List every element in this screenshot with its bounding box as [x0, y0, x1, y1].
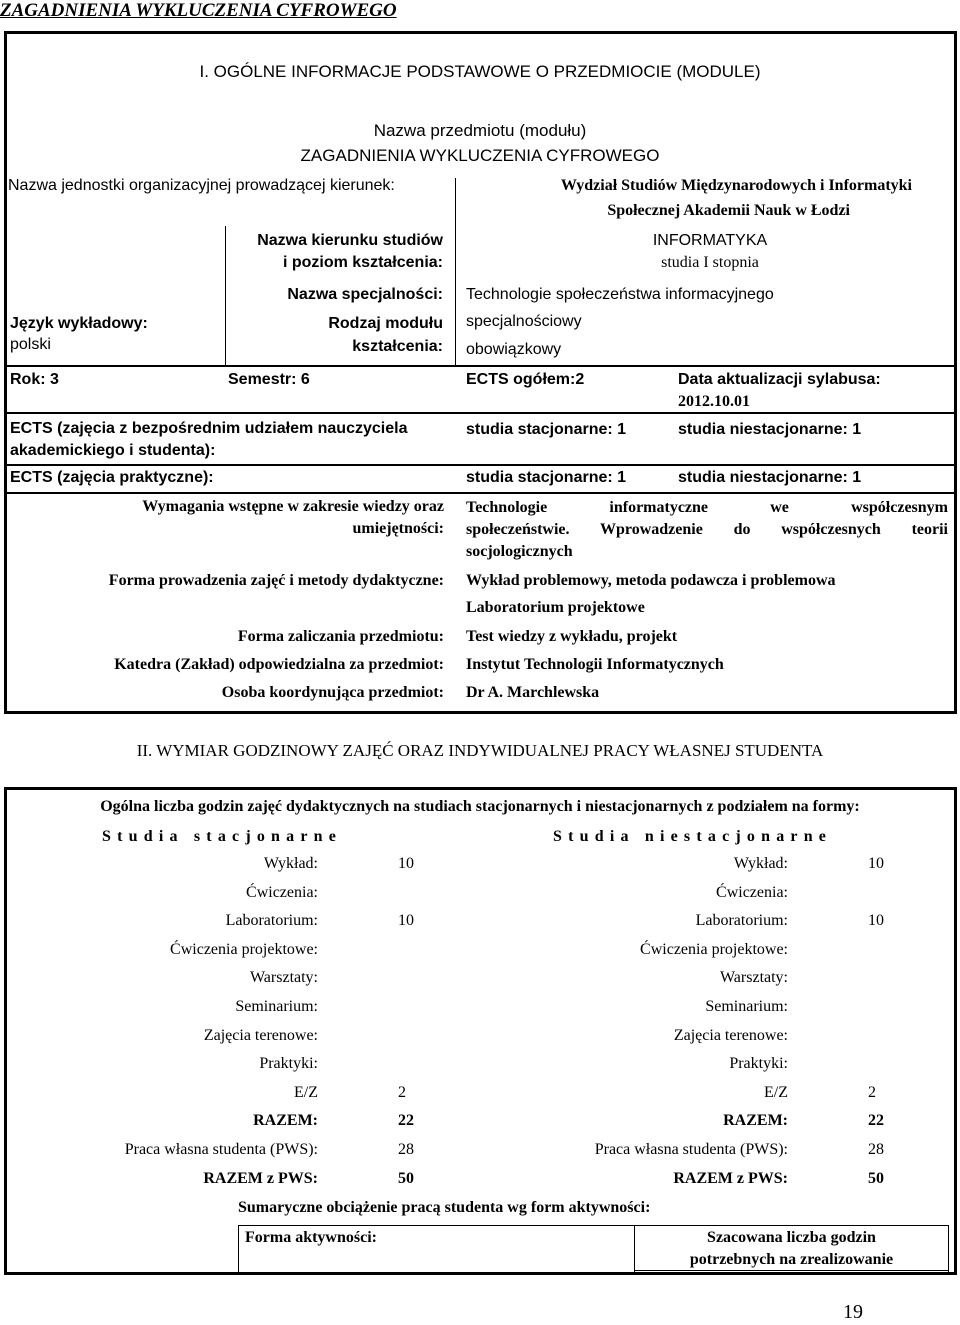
- ects-contact-part: studia niestacjonarne: 1: [678, 421, 862, 438]
- divider: [634, 1270, 949, 1271]
- ects-practical-full: studia stacjonarne: 1: [466, 469, 627, 486]
- hours-row-label-full: RAZEM z PWS:: [203, 1170, 318, 1187]
- hours-row-label-part: RAZEM z PWS:: [673, 1170, 788, 1187]
- document-header-title: ZAGADNIENIA WYKLUCZENIA CYFROWEGO: [0, 0, 397, 21]
- hours-row-value-full: 50: [398, 1170, 414, 1187]
- hours-row-label-full: E/Z: [294, 1084, 318, 1101]
- unit-value-2: Społecznej Akademii Nauk w Łodzi: [607, 202, 850, 219]
- language-label: Język wykładowy:: [10, 315, 148, 332]
- hours-row-label-full: Praktyki:: [259, 1055, 318, 1072]
- divider: [7, 365, 954, 367]
- hours-row-label-part: Wykład:: [733, 855, 788, 872]
- spec-label: Nazwa specjalności:: [287, 286, 443, 303]
- ects-contact-full: studia stacjonarne: 1: [466, 421, 627, 438]
- year: Rok: 3: [10, 371, 59, 388]
- hours-row-label-full: Wykład:: [263, 855, 318, 872]
- prereq-label-2: umiejętności:: [352, 520, 444, 537]
- hours-row-label-part: Zajęcia terenowe:: [673, 1027, 788, 1044]
- subject-name: ZAGADNIENIA WYKLUCZENIA CYFROWEGO: [300, 146, 660, 165]
- hours-row-value-part: 10: [868, 855, 884, 872]
- hours-row-label-part: E/Z: [764, 1084, 788, 1101]
- divider: [455, 226, 456, 365]
- coordinator-label: Osoba koordynująca przedmiot:: [221, 684, 444, 701]
- hours-row-value-full: 2: [398, 1084, 406, 1101]
- hours-row-label-part: Praktyki:: [729, 1055, 788, 1072]
- prereq-label-1: Wymagania wstępne w zakresie wiedzy oraz: [142, 498, 444, 515]
- estimate-label-2: potrzebnych na zrealizowanie: [689, 1251, 894, 1268]
- department-label: Katedra (Zakład) odpowiedzialna za przedmiot:: [114, 656, 444, 673]
- module-value-1: specjalnościowy: [466, 313, 582, 330]
- ects-contact-label-2: akademickiego i studenta):: [10, 442, 216, 459]
- hours-row-label-full: Ćwiczenia:: [246, 884, 318, 901]
- divider: [238, 1225, 949, 1226]
- ects-total: ECTS ogółem:2: [466, 371, 585, 388]
- part-time-header: Studia niestacjonarne: [553, 828, 833, 845]
- hours-row-label-part: Seminarium:: [705, 998, 788, 1015]
- spec-value: Technologie społeczeństwa informacyjnego: [466, 286, 774, 303]
- hours-row-value-full: 22: [398, 1112, 414, 1129]
- hours-intro: Ogólna liczba godzin zajęć dydaktycznych na studiach stacjonarnych i niestacjonarnych z podziałem na formy:: [100, 798, 860, 815]
- hours-row-label-part: Praca własna studenta (PWS):: [594, 1141, 788, 1158]
- unit-value-1: Wydział Studiów Międzynarodowych i Informatyki: [560, 177, 912, 194]
- hours-row-value-part: 28: [868, 1141, 884, 1158]
- form-label: Forma prowadzenia zajęć i metody dydaktyczne:: [108, 572, 444, 589]
- divider: [225, 226, 226, 365]
- divider: [7, 412, 954, 414]
- field-value-1: INFORMATYKA: [652, 232, 768, 249]
- section-1-heading: I. OGÓLNE INFORMACJE PODSTAWOWE O PRZEDMIOCIE (MODULE): [199, 62, 761, 81]
- hours-row-label-full: Laboratorium:: [225, 912, 318, 929]
- divider: [7, 492, 954, 494]
- ects-practical-part: studia niestacjonarne: 1: [678, 469, 862, 486]
- hours-row-label-full: Zajęcia terenowe:: [203, 1027, 318, 1044]
- field-label-1: Nazwa kierunku studiów: [257, 232, 443, 249]
- form-value-1: Wykład problemowy, metoda podawcza i problemowa: [466, 572, 836, 589]
- hours-row-value-full: 28: [398, 1141, 414, 1158]
- full-time-header: Studia stacjonarne: [102, 828, 343, 845]
- prereq-value-1: Technologie informatyczne we współczesnym: [466, 499, 948, 516]
- hours-row-label-full: Ćwiczenia projektowe:: [170, 941, 318, 958]
- section-2-heading: II. WYMIAR GODZINOWY ZAJĘĆ ORAZ INDYWIDUALNEJ PRACY WŁASNEJ STUDENTA: [136, 741, 824, 760]
- page-number: 19: [843, 1301, 863, 1323]
- ects-practical-label: ECTS (zajęcia praktyczne):: [10, 469, 214, 486]
- hours-row-label-part: Warsztaty:: [719, 969, 788, 986]
- module-label-2: kształcenia:: [352, 338, 443, 355]
- hours-row-value-full: 10: [398, 855, 414, 872]
- field-value-2: studia I stopnia: [661, 254, 759, 271]
- semester: Semestr: 6: [228, 371, 310, 388]
- activity-form-label: Forma aktywności:: [245, 1229, 377, 1246]
- ects-contact-label-1: ECTS (zajęcia z bezpośrednim udziałem nauczyciela: [10, 420, 408, 437]
- estimate-label-1: Szacowana liczba godzin: [707, 1229, 876, 1246]
- module-value-2: obowiązkowy: [466, 341, 562, 358]
- hours-row-label-full: RAZEM:: [253, 1112, 318, 1129]
- hours-row-value-full: 10: [398, 912, 414, 929]
- update-label: Data aktualizacji sylabusa:: [678, 371, 881, 388]
- hours-row-label-full: Warsztaty:: [249, 969, 318, 986]
- prereq-value-3: socjologicznych: [466, 543, 573, 560]
- unit-label: Nazwa jednostki organizacyjnej prowadzącej kierunek:: [8, 177, 395, 194]
- hours-row-label-full: Praca własna studenta (PWS):: [124, 1141, 318, 1158]
- update-date: 2012.10.01: [678, 393, 750, 410]
- divider: [7, 464, 954, 466]
- subject-label: Nazwa przedmiotu (modułu): [373, 121, 587, 140]
- divider: [238, 1225, 239, 1272]
- hours-row-value-part: 2: [868, 1084, 876, 1101]
- assessment-value: Test wiedzy z wykładu, projekt: [466, 628, 678, 645]
- form-value-2: Laboratorium projektowe: [466, 599, 645, 616]
- module-label-1: Rodzaj modułu: [328, 315, 443, 332]
- assessment-label: Forma zaliczania przedmiotu:: [237, 628, 444, 645]
- hours-row-label-part: Ćwiczenia:: [716, 884, 788, 901]
- hours-row-value-part: 50: [868, 1170, 884, 1187]
- hours-row-label-full: Seminarium:: [235, 998, 318, 1015]
- language-value: polski: [10, 336, 51, 353]
- divider: [455, 178, 456, 226]
- coordinator-value: Dr A. Marchlewska: [466, 684, 600, 701]
- hours-row-label-part: Laboratorium:: [695, 912, 788, 929]
- hours-row-value-part: 22: [868, 1112, 884, 1129]
- department-value: Instytut Technologii Informatycznych: [466, 656, 724, 673]
- summary-title: Sumaryczne obciążenie pracą studenta wg form aktywności:: [238, 1199, 651, 1216]
- prereq-value-2: społeczeństwie. Wprowadzenie do współczesnych teorii: [466, 521, 948, 538]
- hours-row-label-part: Ćwiczenia projektowe:: [640, 941, 788, 958]
- field-label-2: i poziom kształcenia:: [282, 254, 443, 271]
- hours-row-label-part: RAZEM:: [723, 1112, 788, 1129]
- hours-row-value-part: 10: [868, 912, 884, 929]
